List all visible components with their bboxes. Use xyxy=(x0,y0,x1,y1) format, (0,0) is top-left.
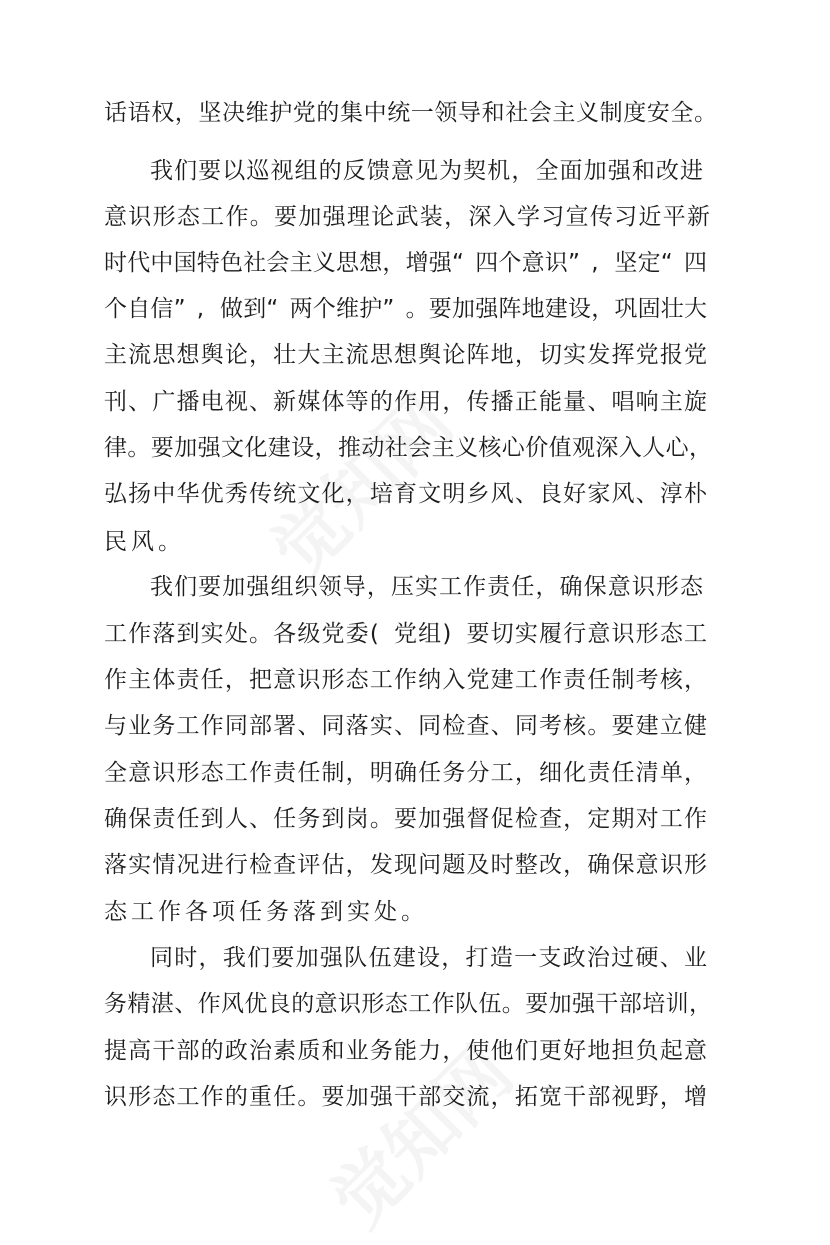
document-page: 话 语 权 ， 坚 决 维 护 党 的 集 中 统 一 领 导 和 社 会 主 义 制 度 安 全 。 我 们 要 以 巡 视 组 的 反 馈 意 见 为 契 机 ， 全 面 加 强 和 改 进 意 识 形 态 工 作 。 要 加 强 理 论 武 装 ， 深 入 学 习 宣 传 习 近 平 新 时 代 中 国 特 色 社 会 主 义 思 想 ， 增 强 “ 四 个 意 识 ” , 坚 定 “ 四 个 自 信 ” , 做 到 “ 两 个 维 护 ” 。 要 加 强 阵 地 建 设 ， 巩 固 壮 大 主 流 思 想 舆 论 ， 壮 大 主 流 思 想 舆 论 阵 地 ， 切 实 发 挥 党 报 党 刊 、 广 播 电 视 、 新 媒 体 等 的 作 用 ， 传 播 正 能 量 、 唱 响 主 旋 律 。 要 加 强 文 化 建 设 ， 推 动 社 会 主 义 核 心 价 值 观 深 入 人 心 ， 弘 扬 中 华 优 秀 传 统 文 化 ， 培 育 文 明 乡 风 、 良 好 家 风 、 淳 朴 民风。 我 们 要 加 强 组 织 领 导 ， 压 实 工 作 责 任 ， 确 保 意 识 形 态 工 作 落 到 实 处 。 各 级 党 委 ( 党 组 ) 要 切 实 履 行 意 识 形 态 工 作 主 体 责 任 ， 把 意 识 形 态 工 作 纳 入 党 建 工 作 责 任 制 考 核 ， 与 业 务 工 作 同 部 署 、 同 落 实 、 同 检 查 、 同 考 核 。 要 建 立 健 全 意 识 形 态 工 作 责 任 制 ， 明 确 任 务 分 工 ， 细 化 责 任 清 单 ， 确 保 责 任 到 人 、 任 务 到 岗 。 要 加 强 督 促 检 查 ， 定 期 对 工 作 落 实 情 况 进 行 检 查 评 估 ， 发 现 问 题 及 时 整 改 ， 确 保 意 识 形 态工作各项任务落到实处。 同 时 ， 我 们 要 加 强 队 伍 建 设 ， 打 造 一 支 政 治 过 硬 、 业 务 精 湛 、 作 风 优 良 的 意 识 形 态 工 作 队 伍 。 要 加 强 干 部 培 训 ， 提 高 干 部 的 政 治 素 质 和 业 务 能 力 ， 使 他 们 更 好 地 担 负 起 意 识 形 态 工 作 的 重 任 。 要 加 强 干 部 交 流 ， 拓 宽 干 部 视 野 ， 增 xyxy=(0,0,830,1174)
